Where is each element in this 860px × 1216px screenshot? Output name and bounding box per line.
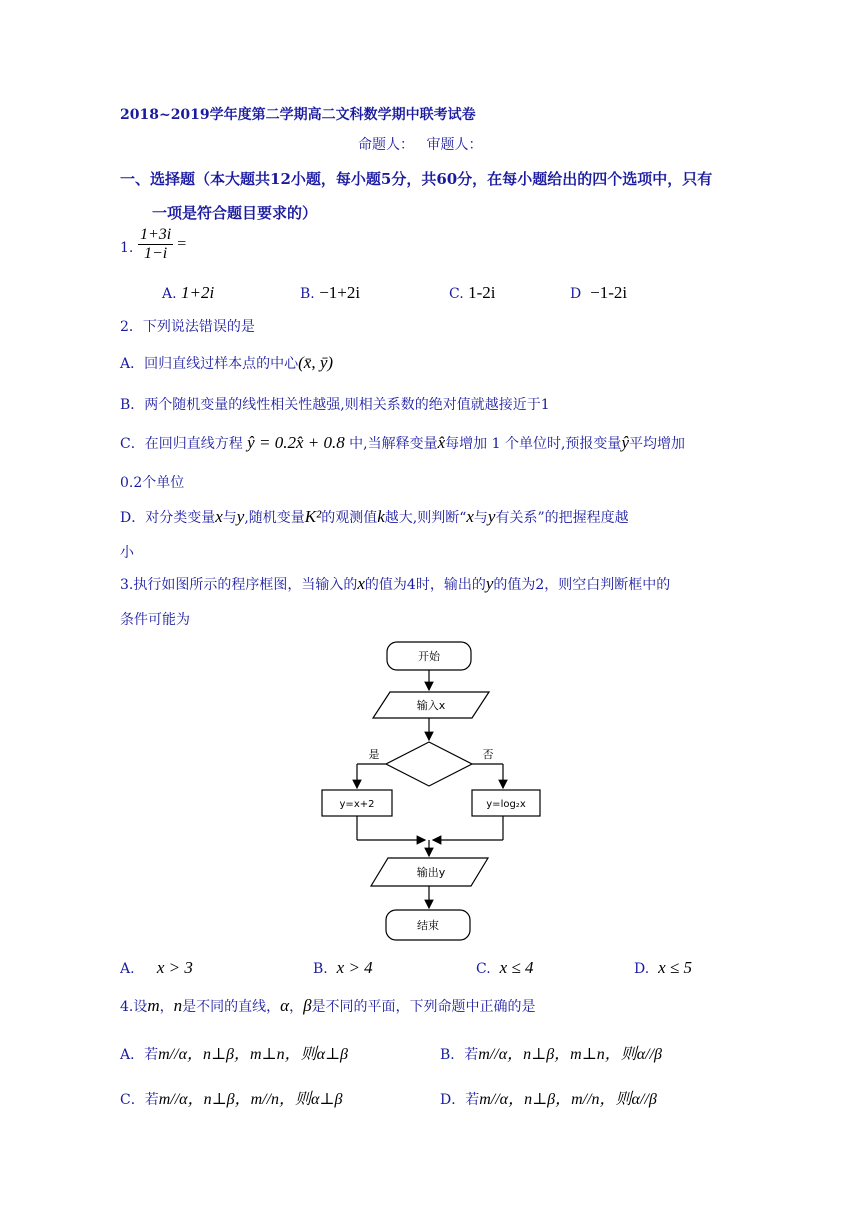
q1-option-d-label: D xyxy=(570,286,582,302)
q2-d-and: 与 xyxy=(222,510,237,526)
q1-option-d[interactable] xyxy=(570,283,627,303)
q2-option-d-cont: 小 xyxy=(120,545,134,561)
q1-option-c-value: 1-2i xyxy=(468,283,496,302)
flow-left-process-label: y=x+2 xyxy=(339,799,375,810)
q2-c-equation: ŷ = 0.2x̂ + 0.8 xyxy=(247,433,345,452)
q1-numerator: 1+3i xyxy=(140,226,172,243)
q2-c-text4: 平均增加 xyxy=(628,436,685,452)
q3-option-a-label: A. xyxy=(120,961,135,977)
q4-option-b[interactable] xyxy=(440,1041,662,1064)
q3-text3: 的值为2，则空白判断框中的 xyxy=(493,577,671,593)
q3-y: y xyxy=(485,574,494,593)
q2-d-text2: ,随机变量 xyxy=(244,510,305,526)
q4-option-b-value: m//α，n⊥β，m⊥n，则α//β xyxy=(478,1046,663,1063)
q3-option-d-value: x ≤ 5 xyxy=(658,958,692,977)
q2-option-a[interactable] xyxy=(120,353,333,373)
flow-output-label: 输出y xyxy=(416,866,446,879)
section-heading-cont: 一项是符合题目要求的） xyxy=(152,204,318,222)
flowchart xyxy=(300,636,550,948)
flow-input-label: 输入x xyxy=(416,699,446,712)
q3-text2: 的值为4时，输出的 xyxy=(364,577,486,593)
q4-n: n xyxy=(173,996,183,1015)
flow-start-label: 开始 xyxy=(418,650,440,663)
q1-option-b-label: B. xyxy=(300,286,315,302)
q4-alpha: α xyxy=(280,996,290,1015)
q2-d-text4: 越大,则判断“ xyxy=(384,510,467,526)
q1-option-a-label: A. xyxy=(162,286,177,302)
q2-d-x: x xyxy=(215,507,223,526)
q3-option-c-value: x ≤ 4 xyxy=(499,958,534,977)
q1-option-a-value: 1+2i xyxy=(181,283,215,302)
q1-option-d-value: −1-2i xyxy=(590,283,628,302)
q2-option-a-text: A．回归直线过样本点的中心 xyxy=(120,356,299,372)
question-3-stem-cont: 条件可能为 xyxy=(120,612,190,628)
flow-decision-diamond xyxy=(386,742,472,786)
author-line: 命题人： 审题人： xyxy=(358,137,483,153)
flow-end-label: 结束 xyxy=(417,919,439,932)
q2-c-text3: 每增加 1 个单位时,预报变量 xyxy=(445,436,622,452)
q2-c-xhat: x̂ xyxy=(437,433,446,452)
q4-option-d-value: m//α，n⊥β，m//n，则α//β xyxy=(479,1091,657,1108)
q4-option-c-label: C．若 xyxy=(120,1092,159,1108)
q4-option-d-label: D．若 xyxy=(440,1092,480,1108)
section-heading: 一、选择题（本大题共12小题，每小题5分，共60分，在每小题给出的四个选项中，只有 xyxy=(120,170,713,188)
q2-option-d[interactable] xyxy=(120,507,629,527)
q3-option-a[interactable] xyxy=(120,958,193,978)
q3-option-b-label: B. xyxy=(313,961,328,977)
q4-option-a[interactable] xyxy=(120,1041,348,1064)
q4-option-c[interactable] xyxy=(120,1086,342,1109)
q3-option-b[interactable] xyxy=(313,958,373,978)
q2-d-text3: 的观测值 xyxy=(321,510,378,526)
q3-option-d-label: D. xyxy=(634,961,650,977)
q1-equals: = xyxy=(177,235,187,253)
q1-option-a[interactable] xyxy=(162,283,214,303)
q3-option-b-value: x > 4 xyxy=(336,958,373,977)
q3-x: x xyxy=(357,574,365,593)
q3-option-d[interactable] xyxy=(634,958,692,978)
q2-d-text5: 有关系”的把握程度越 xyxy=(495,510,629,526)
q4-text1: 4.设 xyxy=(120,999,148,1015)
flow-yes-label: 是 xyxy=(368,748,380,761)
q2-d-k2: K² xyxy=(304,507,322,526)
q4-text3: 是不同的平面，下列命题中正确的是 xyxy=(311,999,536,1015)
q2-d-k: k xyxy=(377,507,385,526)
flow-right-process-label: y=log₂x xyxy=(486,799,526,810)
q2-c-yhat: ŷ xyxy=(621,433,629,452)
q4-option-c-value: m//α，n⊥β，m//n，则α⊥β xyxy=(158,1091,343,1108)
q4-comma1: ， xyxy=(159,999,174,1015)
page-title: 2018~2019学年度第二学期高二文科数学期中联考试卷 xyxy=(120,107,476,123)
q2-c-text1: C．在回归直线方程 xyxy=(120,436,243,452)
q2-option-c-cont: 0.2个单位 xyxy=(120,475,185,491)
q4-option-a-value: m//α，n⊥β，m⊥n，则α⊥β xyxy=(158,1046,349,1063)
q2-option-c[interactable] xyxy=(120,433,685,453)
q2-d-y2: y xyxy=(487,507,496,526)
q4-m: m xyxy=(147,996,160,1015)
q3-option-c[interactable] xyxy=(476,958,533,978)
q1-option-c[interactable] xyxy=(449,283,496,303)
q4-beta: β xyxy=(303,996,312,1015)
q4-comma2: ， xyxy=(289,999,304,1015)
q3-option-a-value: x > 3 xyxy=(156,958,193,977)
q2-d-text1: D．对分类变量 xyxy=(120,510,216,526)
q1-denominator: 1−i xyxy=(144,245,168,262)
question-1-expression xyxy=(138,226,186,263)
flow-no-label: 否 xyxy=(482,748,494,761)
q2-d-x2: x xyxy=(466,507,474,526)
q2-c-text2: 中,当解释变量 xyxy=(349,436,438,452)
q3-option-c-label: C. xyxy=(476,961,491,977)
q2-d-and2: 与 xyxy=(473,510,488,526)
q2-d-y: y xyxy=(236,507,245,526)
q4-option-a-label: A．若 xyxy=(120,1047,159,1063)
question-3-stem xyxy=(120,574,670,594)
q3-text1: 3.执行如图所示的程序框图，当输入的 xyxy=(120,577,358,593)
q1-option-c-label: C. xyxy=(449,286,464,302)
question-4-stem xyxy=(120,996,536,1016)
q4-option-b-label: B．若 xyxy=(440,1047,479,1063)
q1-option-b-value: −1+2i xyxy=(319,283,361,302)
q4-option-d[interactable] xyxy=(440,1086,657,1109)
q2-option-b[interactable]: B．两个随机变量的线性相关性越强,则相关系数的绝对值就越接近于1 xyxy=(120,397,550,413)
q1-option-b[interactable] xyxy=(300,283,360,303)
question-1-number: 1. xyxy=(120,240,134,256)
q4-text2: 是不同的直线， xyxy=(182,999,281,1015)
q2-option-a-math: (x̄, ȳ) xyxy=(298,353,334,372)
question-2-stem: 2．下列说法错误的是 xyxy=(120,319,255,335)
